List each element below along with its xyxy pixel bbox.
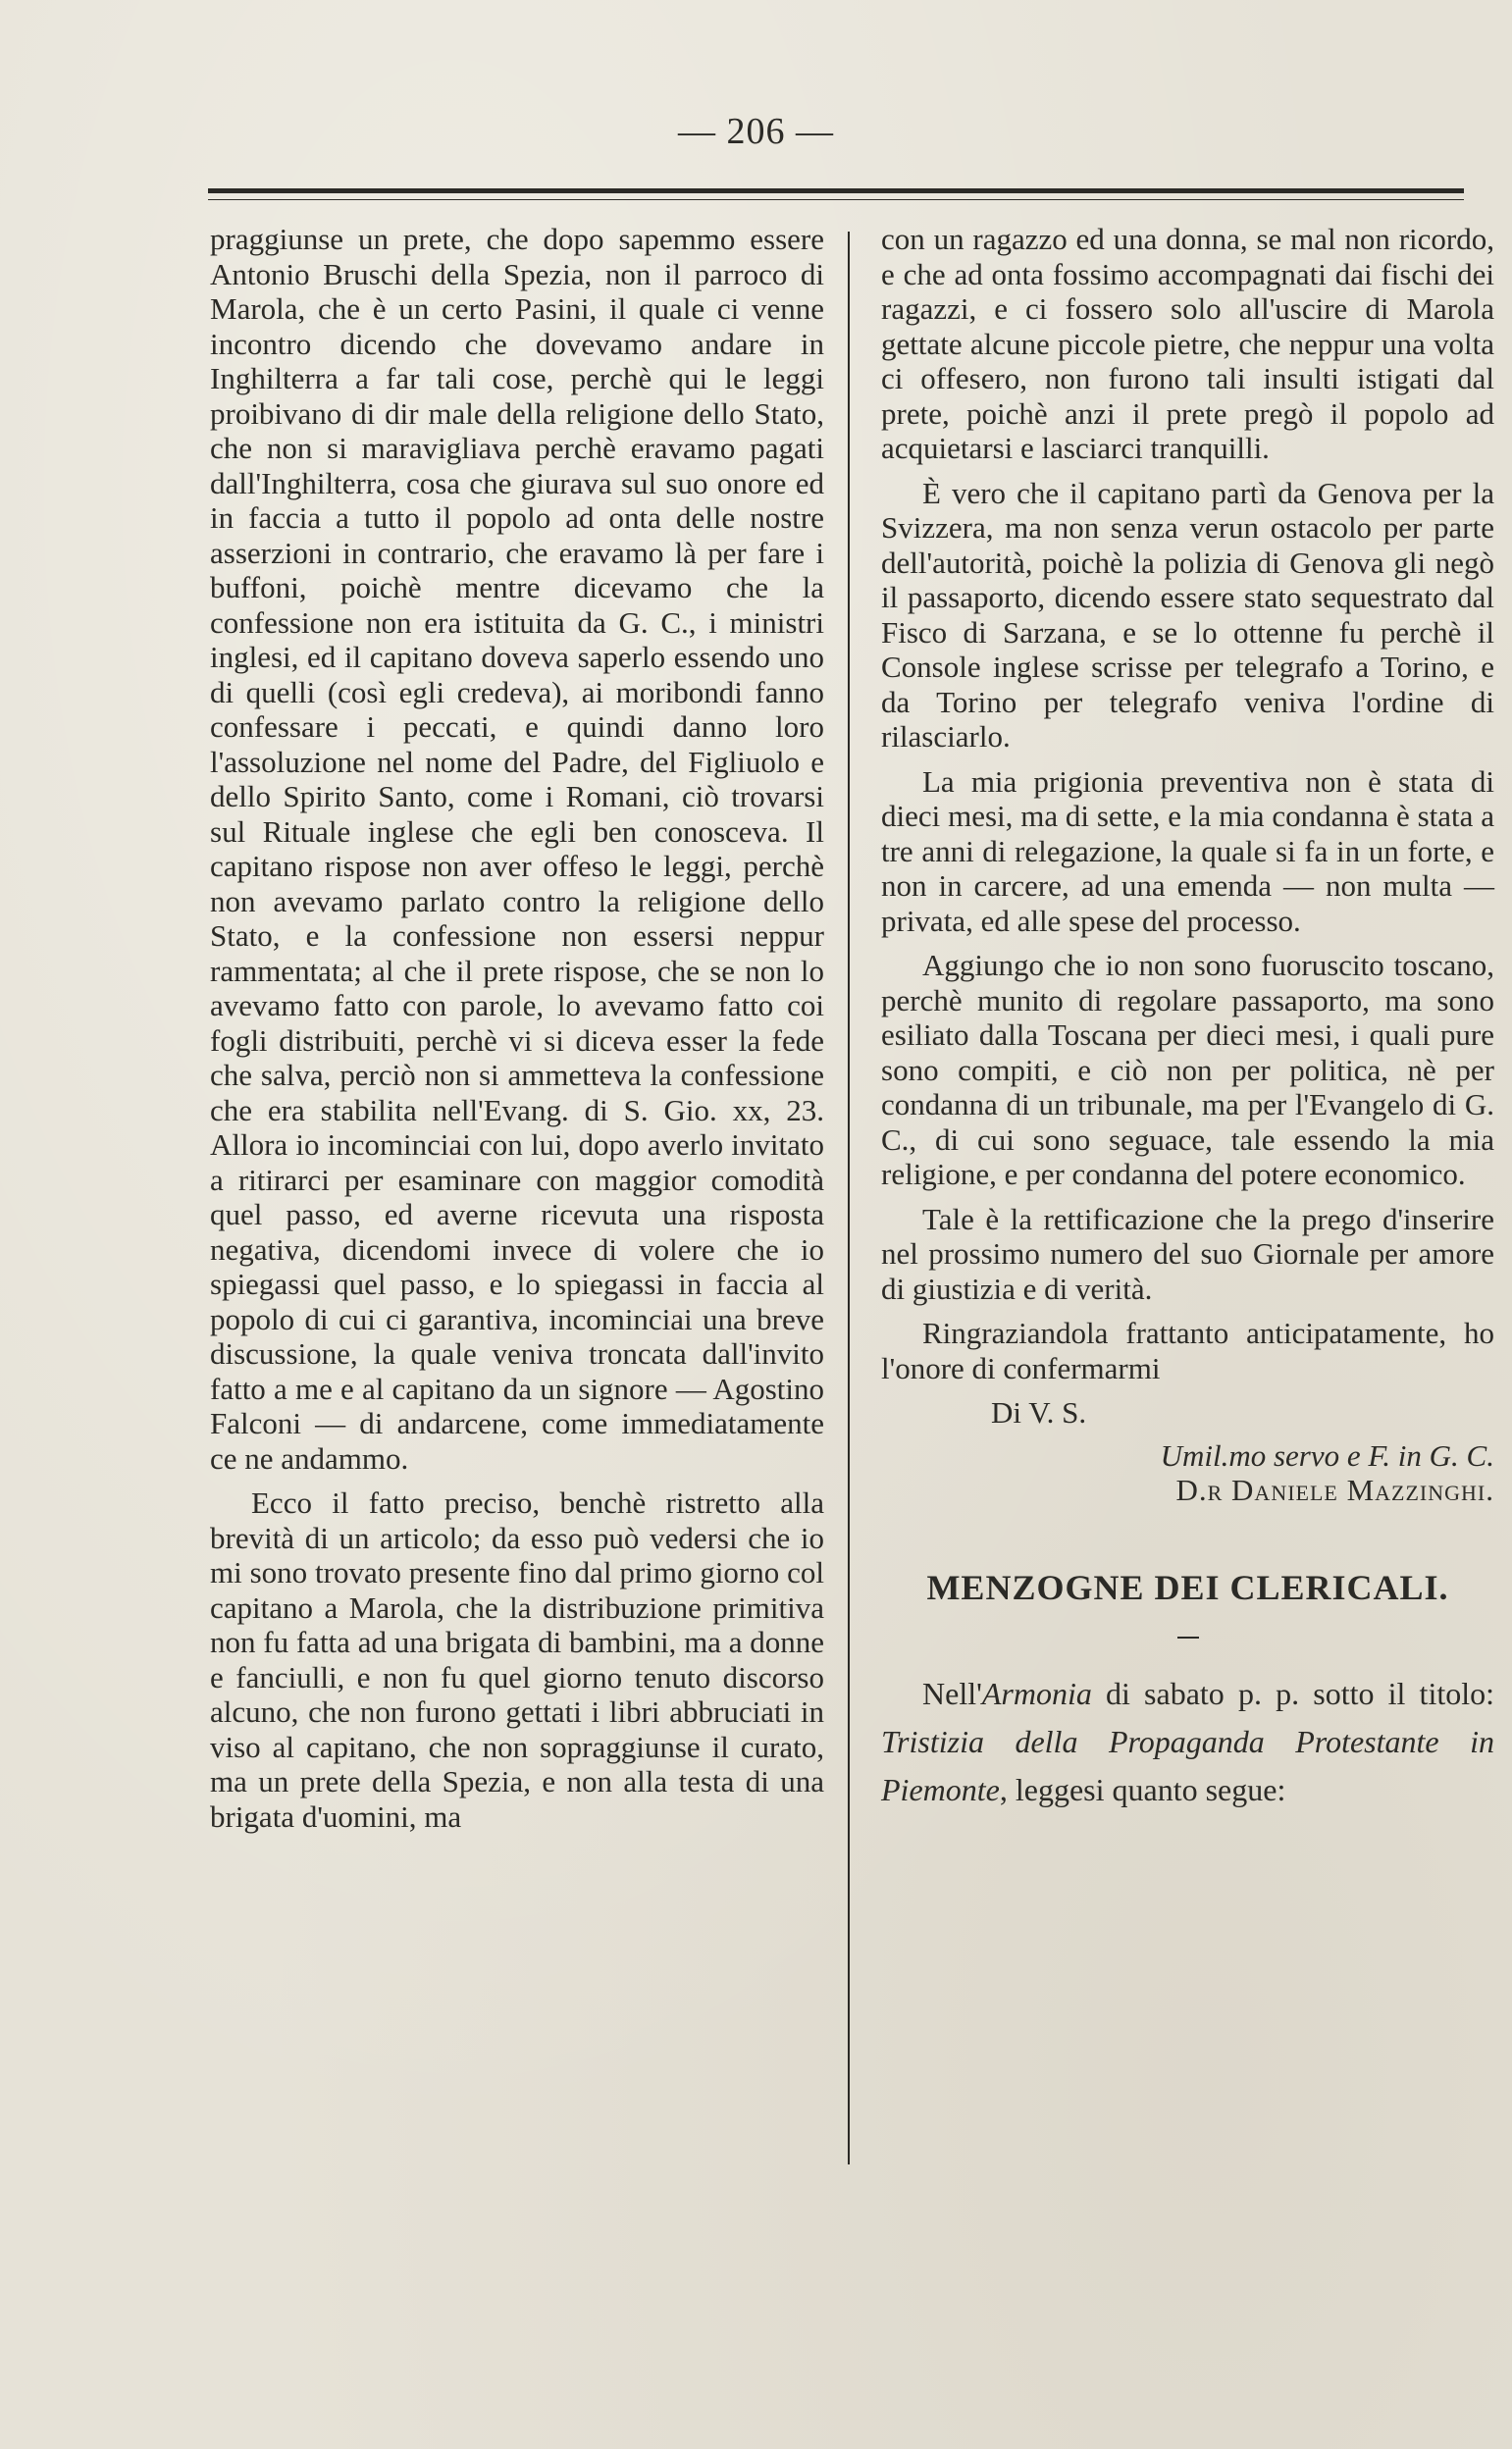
left-column [210,222,824,1834]
left-paragraph-1: praggiunse un prete, che dopo sapemmo essere Antonio Bruschi della Spezia, non il parroco di Marola, che è un certo Pasini, il quale ci venne incontro dicendo che dovevamo andare in Inghilterra a far tali cose, perchè qui le leggi proibivano di dir male della religione dello Stato, che non si maravigliava perchè eravamo pagati dall'Inghilterra, cosa che giurava sul suo onore ed in faccia a tutto il popolo ad onta delle nostre asserzioni in contrario, che eravamo là per fare i buffoni, poichè mentre dicevamo che la confessione non era istituita da G. C., i ministri inglesi, ed il capitano doveva saperlo essendo uno di quelli (così egli credeva), ai moribondi fanno confessare i peccati, e quindi danno loro l'assoluzione nel nome del Padre, del Figliuolo e dello Spirito Santo, come i Romani, ciò trovarsi sul Rituale inglese che egli ben conosceva. Il capitano rispose non aver offeso le leggi, perchè non avevamo parlato contro la religione dello Stato, e la confessione non essersi neppur rammentata; al che il prete rispose, che se non lo avevamo fatto con parole, lo avevamo fatto coi fogli distribuiti, perchè vi si diceva esser la fede che salva, perciò non si ammetteva la confessione che era stabilita nell'Evang. di S. Gio. xx, 23. Allora io incominciai con lui, dopo averlo invitato a ritirarci per esaminare con maggior comodità quel passo, ed averne ricevuta una risposta negativa, dicendomi invece di volere che io spiegassi quel passo, e lo spiegassi in faccia al popolo di cui ci garantiva, incominciai una breve discussione, la quale veniva troncata dall'invito fatto a me e al capitano da un signore — Agostino Falconi — di andarcene, come immediatamente ce ne andammo. [210,222,824,1476]
section-rule [1177,1637,1199,1639]
right-paragraph-5: Tale è la rettificazione che la prego d'inserire nel prossimo numero del suo Giornale per amore di giustizia e di verità. [881,1201,1494,1306]
right-paragraph-2: È vero che il capitano partì da Genova per la Svizzera, ma non senza verun ostacolo per parte dell'autorità, poichè la polizia di Genova gli negò il passaporto, dicendo essere stato sequestrato dal Fisco di Sarzana, e se lo ottenne fu perchè il Console inglese scrisse per telegrafo a Torino, e da Torino per telegrafo veniva l'ordine di rilasciarlo. [881,475,1494,754]
right-column [881,222,1494,1814]
left-paragraph-2: Ecco il fatto preciso, benchè ristretto alla brevità di un articolo; da esso può vedersi che io mi sono trovato presente fino dal primo giorno col capitano a Marola, che la distribuzione primitiva non fu fatta ad una brigata di bambini, ma a donne e fanciulli, e non fu quel giorno tenuto discorso alcuno, che non furono gettati i libri abbruciati in viso al capitano, che non sopraggiunse il curato, ma un prete della Spezia, e non alla testa di una brigata d'uomini, ma [210,1485,824,1834]
column-divider [848,232,850,2164]
article-mid: di sabato p. p. sotto il titolo: [1091,1676,1494,1711]
salutation: Di V. S. [991,1395,1087,1430]
article-end: , leggesi quanto segue: [999,1772,1286,1807]
header-rule [208,188,1464,193]
article-intro: Nell' [922,1676,982,1711]
article-source: Armonia [981,1676,1092,1711]
right-paragraph-3: La mia prigionia preventiva non è stata di dieci mesi, ma di sette, e la mia condanna è stata a tre anni di relegazione, la quale si fa in un forte, e non in carcere, ad una emenda — non multa — privata, ed alle spese del processo. [881,763,1494,938]
signature-closing: Umil.mo servo e F. in G. C. [1160,1437,1494,1473]
signature-name: D.r Daniele Mazzinghi. [1175,1473,1494,1507]
right-paragraph-6: Ringraziandola frattanto anticipatamente, ho l'onore di confermarmi [881,1316,1494,1385]
section-title: MENZOGNE DEI CLERICALI. [926,1567,1449,1607]
article-title: Tristizia della Propaganda Protestante in Piemonte [881,1724,1494,1807]
article-intro-paragraph [881,1670,1494,1814]
header-rule-thin [208,199,1464,200]
page-number: — 206 — [678,111,834,152]
right-paragraph-1: con un ragazzo ed una donna, se mal non ricordo, e che ad onta fossimo accompagnati dai fischi dei ragazzi, e ci fossero solo all'uscire di Marola gettate alcune piccole pietre, che neppur una volta ci offesero, non furono tali insulti istigati dal prete, poichè anzi il prete pregò il popolo ad acquietarsi e lasciarci tranquilli. [881,222,1494,465]
right-paragraph-4: Aggiungo che io non sono fuoruscito toscano, perchè munito di regolare passaporto, ma sono esiliato dalla Toscana per dieci mesi, i quali pure sono compiti, e ciò non per politica, nè per condanna di un tribunale, ma per l'Evangelo di G. C., di cui sono seguace, tale essendo la mia religione, e per condanna del potere economico. [881,948,1494,1191]
